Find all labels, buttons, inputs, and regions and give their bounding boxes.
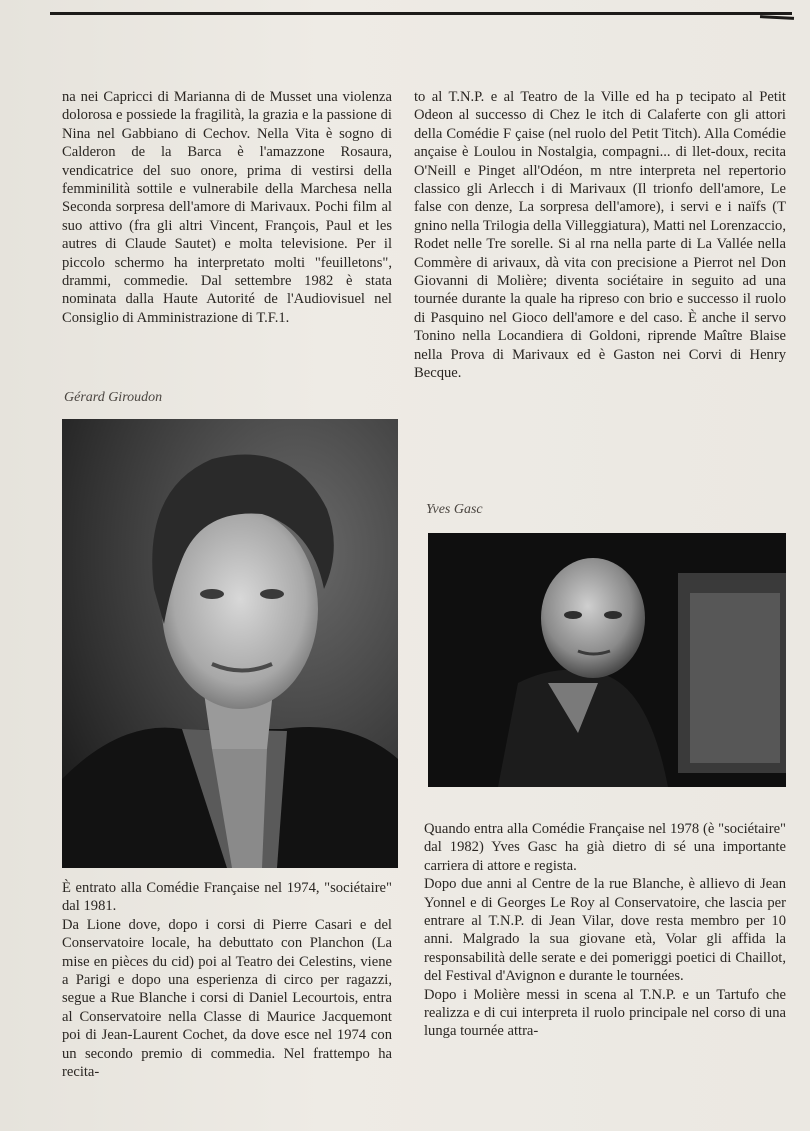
right-column-text-bottom	[424, 820, 786, 1041]
top-rule-tail	[760, 15, 794, 20]
left-bottom-paragraph-2: Da Lione dove, dopo i corsi di Pierre Casari e del Conservatoire locale, ha debuttato con Planchon (La mise en pièces du cid) poi al Teatro dei Celestins, viene a Parigi e dopo una esperienza di circo per ragazzi, segue a Rue Blanche i corsi di Daniel Lecourtois, entra al Conservatoire nella Classe di Maurice Jacquemont poi di Jean-Laurent Cochet, da dove esce nel 1974 con un secondo premio di commedia. Nel frattempo ha recita-	[62, 916, 392, 1081]
left-column-text-bottom	[62, 879, 392, 1081]
right-top-paragraph: to al T.N.P. e al Teatro de la Ville ed ha p tecipato al Petit Odeon al successo di Chez le itch di Calaferte con gli attori della Comédie F çaise (nel ruolo del Petit Titch). Alla Comédie ançaise è Loulou in Nostalgia, compagni... di llet-doux, recita O'Neill e Pinget all'Odéon, m ntre interpreta nel repertorio classico gli Arlecch i di Marivaux (Il trionfo dell'amore, Le false con denze, La sorpresa dell'amore), i servi e i naïfs (T gnino nella Trilogia della Villeggiatura), Matti nel Lorenzaccio, Rodet nelle Tre sorelle. Si al rna nella parte di La Vallée nella Commère di arivaux, dà vita con precisione a Pierrot nel Don Giovanni di Molière; diventa sociétaire in seguito ad una tournée durante la quale ha ripreso con brio e successo il ruolo di Pasquino nel Gioco dell'amore e del caso. È anche il servo Tonino nella Locandiera di Goldoni, riprende Maître Blaise nella Prova di Marivaux ed è Gaston nei Corvi di Henry Becque.	[414, 89, 786, 382]
left-top-paragraph: na nei Capricci di Marianna di de Musset una violenza dolorosa e possiede la fragilità, la grazia e la passione di Nina nel Gabbiano di Cechov. Nella Vita è sogno di Calderon de la Barca è l'amazzone Rosaura, vendicatrice del suo onore, prima di vestirsi della femminilità sottile e vulnerabile della Marchesa nella Seconda sorpresa dell'amore di Marivaux. Pochi film al suo attivo (fra gli altri Vincent, François, Paul et les autres di Claude Sautet) e molta televisione. Per il piccolo schermo ha interpretato molti "feuilletons", drammi, commedie. Dal settembre 1982 è stata nominata dalla Haute Autorité de l'Audiovisuel nel Consiglio di Amministrazione di T.F.1.	[62, 89, 392, 326]
portrait-gasc-illustration	[428, 533, 786, 787]
caption-yves-gasc: Yves Gasc	[426, 502, 483, 517]
photo-yves-gasc	[428, 533, 786, 787]
portrait-giroudon-illustration	[62, 419, 398, 868]
caption-gerard-giroudon: Gérard Giroudon	[64, 390, 163, 405]
right-bottom-paragraph-2: Dopo due anni al Centre de la rue Blanche, è allievo di Jean Yonnel e di Georges Le Roy al Conservatoire, che lascia per entrare al T.N.P. di Jean Vilar, dove resta membro per 10 anni. Malgrado la sua giovane età, Volar gli affida la responsabilità delle serate e dei pomeriggi poetici di Chaillot, del Festival d'Avignon e durante le tournées.	[424, 876, 786, 985]
photo-gerard-giroudon	[62, 419, 398, 868]
right-column-text-top	[414, 88, 786, 383]
top-rule	[50, 12, 792, 15]
right-bottom-paragraph-3: Dopo i Molière messi in scena al T.N.P. e un Tartufo che realizza e di cui interpreta il ruolo principale nel corso di una lunga tournée attra-	[424, 986, 786, 1040]
left-bottom-paragraph-1: È entrato alla Comédie Française nel 1974, "sociétaire" dal 1981.	[62, 880, 392, 915]
right-bottom-paragraph-1: Quando entra alla Comédie Française nel 1978 (è "sociétaire" dal 1982) Yves Gasc ha già dietro di sé una importante carriera di attore e regista.	[424, 821, 786, 874]
left-column-text-top	[62, 88, 392, 327]
